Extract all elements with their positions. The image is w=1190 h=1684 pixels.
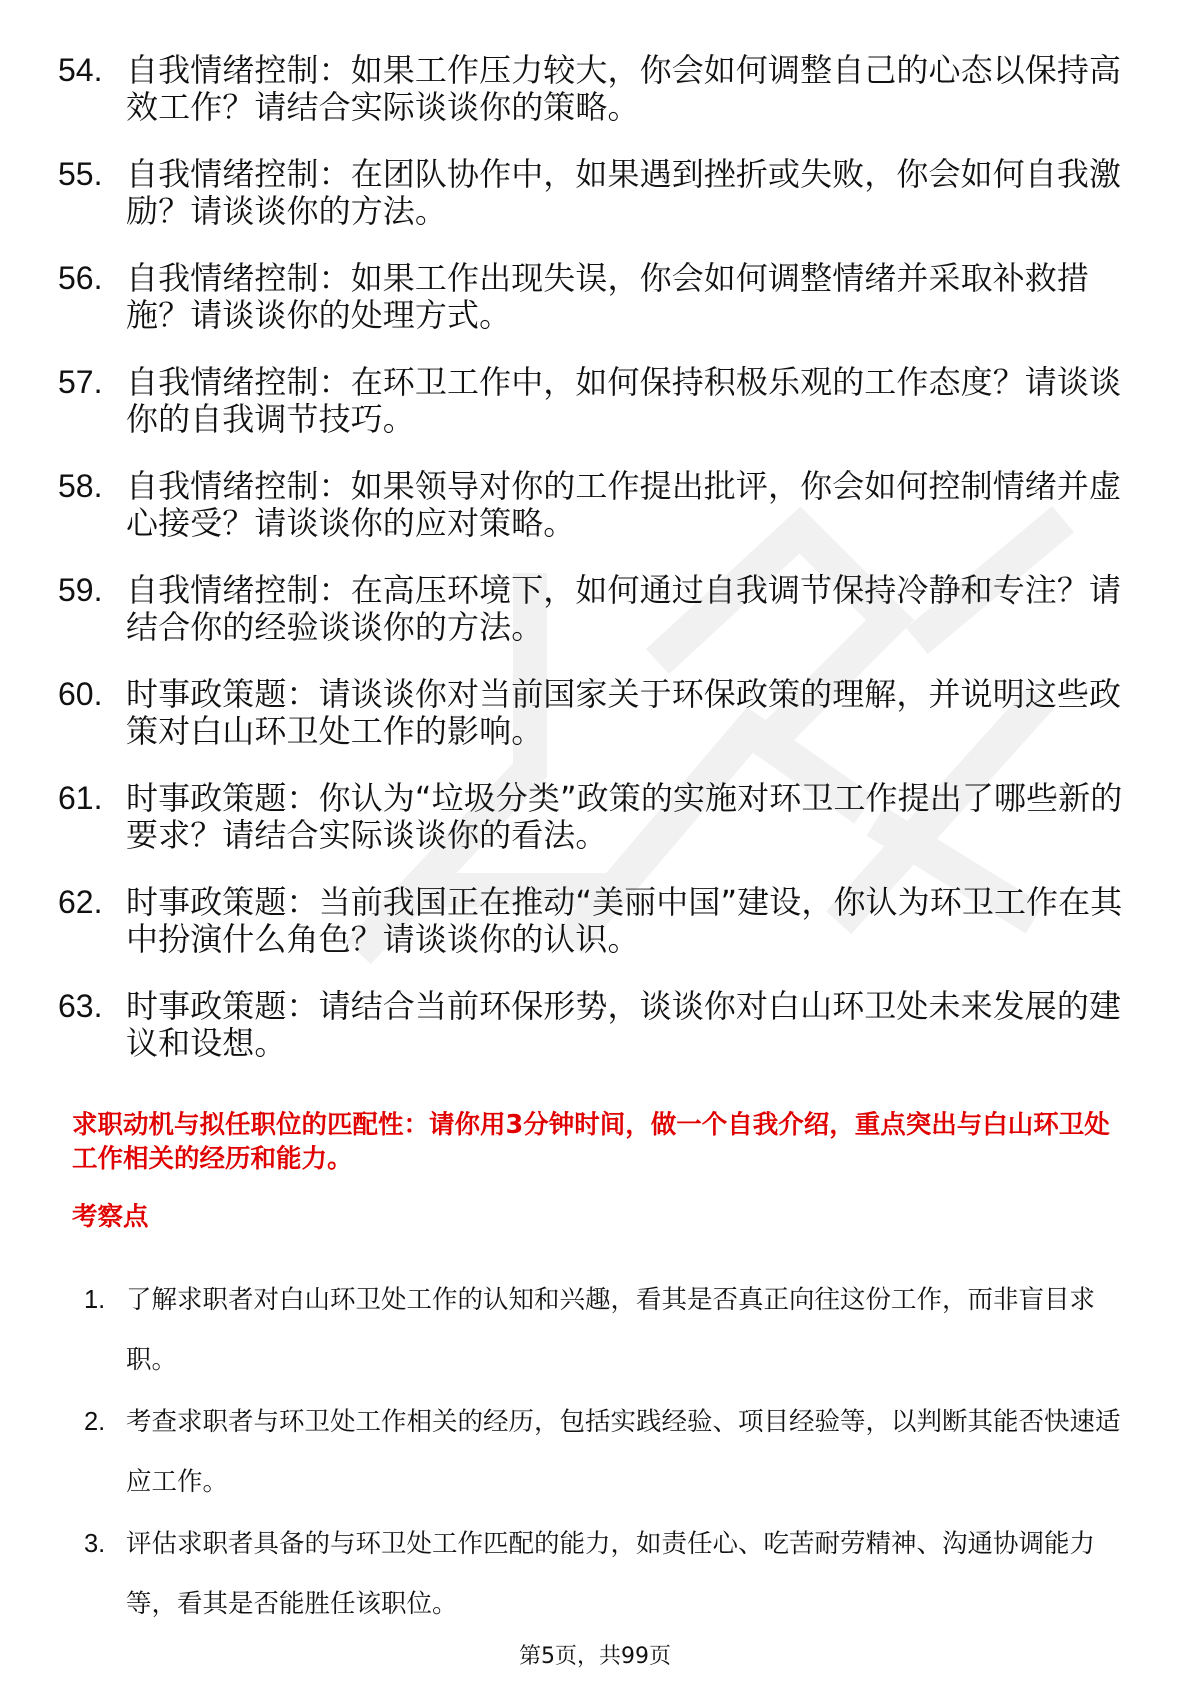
question-text: 时事政策题：你认为“垃圾分类”政策的实施对环卫工作提出了哪些新的要求？请结合实际谈谈你的看法。 [126,779,1123,854]
question-item [58,676,1138,750]
exam-point-text: 评估求职者具备的与环卫处工作匹配的能力，如责任心、吃苦耐劳精神、沟通协调能力等，看其是否能胜任该职位。 [126,1529,1096,1619]
question-number: 56. [58,260,103,296]
page-footer: 第5页，共99页 [519,1644,671,1669]
question-text: 自我情绪控制：在团队协作中，如果遇到挫折或失败，你会如何自我激励？请谈谈你的方法。 [126,155,1122,230]
question-number: 59. [58,572,103,608]
motive-heading: 求职动机与拟任职位的匹配性：请你用3分钟时间，做一个自我介绍，重点突出与白山环卫处工作相关的经历和能力。 [72,1110,1110,1174]
exam-point-item [84,1392,1124,1512]
question-item [58,572,1138,646]
question-number: 55. [58,156,103,192]
exam-point-number: 3. [84,1530,106,1558]
exam-point-text: 考查求职者与环卫处工作相关的经历，包括实践经验、项目经验等，以判断其能否快速适应工作。 [126,1407,1121,1497]
question-text: 时事政策题：当前我国正在推动“美丽中国”建设，你认为环卫工作在其中扮演什么角色？请谈谈你的认识。 [126,883,1123,958]
exam-points-title: 考察点 [72,1202,149,1232]
question-item [58,468,1138,542]
question-text: 自我情绪控制：如果工作出现失误，你会如何调整情绪并采取补救措施？请谈谈你的处理方式。 [126,259,1090,334]
question-text: 自我情绪控制：如果工作压力较大，你会如何调整自己的心态以保持高效工作？请结合实际谈谈你的策略。 [126,51,1122,126]
question-text: 时事政策题：请谈谈你对当前国家关于环保政策的理解，并说明这些政策对白山环卫处工作的影响。 [126,675,1122,750]
exam-point-item [84,1270,1124,1390]
question-item [58,780,1138,854]
exam-point-number: 1. [84,1286,106,1314]
question-text: 自我情绪控制：如果领导对你的工作提出批评，你会如何控制情绪并虚心接受？请谈谈你的应对策略。 [126,467,1122,542]
question-item [58,364,1138,438]
question-number: 57. [58,364,103,400]
question-item [58,52,1138,126]
question-number: 54. [58,52,103,88]
question-number: 60. [58,676,103,712]
question-number: 63. [58,988,103,1024]
exam-point-text: 了解求职者对白山环卫处工作的认知和兴趣，看其是否真正向往这份工作，而非盲目求职。 [126,1285,1096,1375]
exam-point-number: 2. [84,1408,106,1436]
question-list [58,52,1138,1092]
question-item [58,988,1138,1062]
exam-points-list [84,1270,1124,1636]
question-text: 自我情绪控制：在环卫工作中，如何保持积极乐观的工作态度？请谈谈你的自我调节技巧。 [126,363,1122,438]
exam-point-item [84,1514,1124,1634]
question-item [58,260,1138,334]
question-number: 61. [58,780,103,816]
question-text: 自我情绪控制：在高压环境下，如何通过自我调节保持冷静和专注？请结合你的经验谈谈你的方法。 [126,571,1122,646]
question-item [58,884,1138,958]
question-item [58,156,1138,230]
question-text: 时事政策题：请结合当前环保形势，谈谈你对白山环卫处未来发展的建议和设想。 [126,987,1122,1062]
question-number: 62. [58,884,103,920]
question-number: 58. [58,468,103,504]
